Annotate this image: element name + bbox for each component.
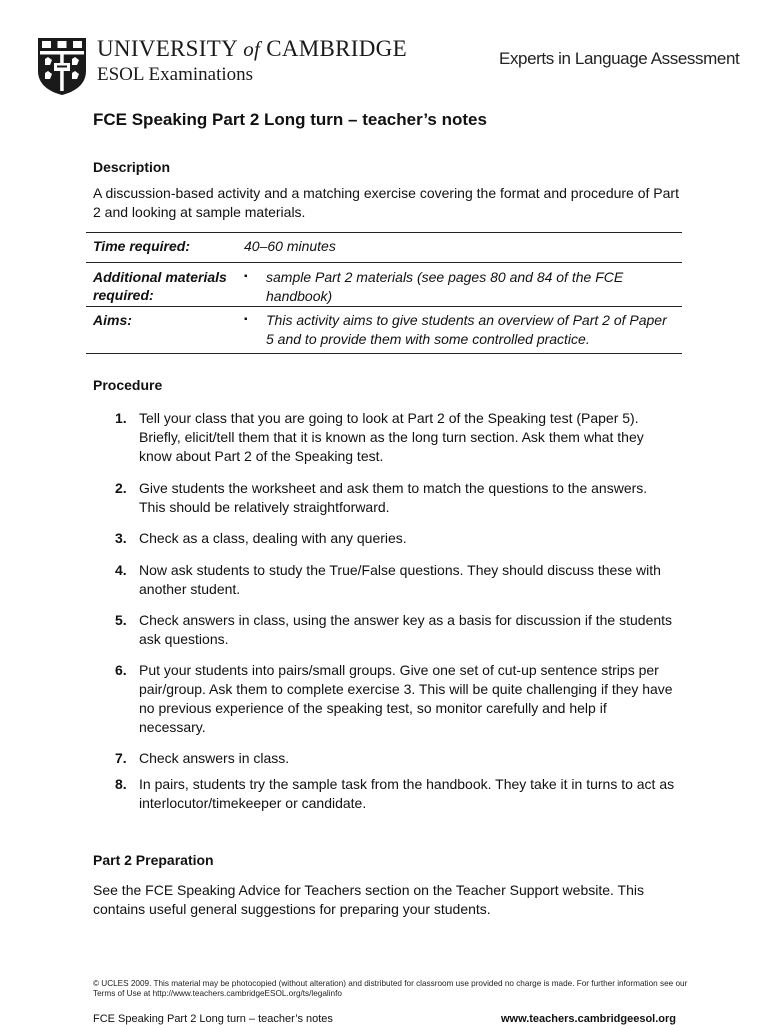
procedure-step [115,409,675,466]
step-text: Now ask students to study the True/False questions. They should discuss these with another student. [139,562,661,597]
step-text: Tell your class that you are going to look at Part 2 of the Speaking test (Paper 5). Briefly, elicit/tell them that it is known as the long turn section. Ask them what they know about Part 2 of the Speaking test. [139,410,644,464]
footer-document-title: FCE Speaking Part 2 Long turn – teacher’s notes [93,1013,333,1025]
procedure-step [115,661,675,737]
step-number: 8. [115,776,127,792]
document-title: FCE Speaking Part 2 Long turn – teacher’s notes [93,110,487,129]
materials-row [86,262,682,306]
copyright-notice: © UCLES 2009. This material may be photocopied (without alteration) and distributed for classroom use provided no charge is made. For further information see our Terms of Use at http://www.teachers.cambridgeESOL.org/ts/legalinfo [93,979,688,998]
procedure-step [115,561,675,599]
footer-website-link[interactable]: www.teachers.cambridgeesol.org [500,1013,676,1025]
procedure-step [115,611,675,649]
aims-row [86,306,682,354]
description-text: A discussion-based activity and a matching exercise covering the format and procedure of Part 2 and looking at sample materials. [93,185,679,220]
step-text: Check answers in class. [139,750,290,766]
time-required-row [86,232,682,262]
procedure-heading: Procedure [93,377,163,393]
step-text: Check as a class, dealing with any queries. [139,530,407,546]
preparation-text: See the FCE Speaking Advice for Teachers section on the Teacher Support website. This contains useful general suggestions for preparing your students. [93,882,644,917]
procedure-step [115,479,675,517]
time-required-value: 40–60 minutes [244,238,336,254]
tagline: Experts in Language Assessment [499,49,740,68]
bullet-icon: ▪ [244,271,248,282]
bullet-icon: ▪ [244,314,248,325]
aims-value: This activity aims to give students an overview of Part 2 of Paper 5 and to provide them with some controlled practice. [266,312,667,347]
procedure-step [115,775,675,813]
step-text: Give students the worksheet and ask them to match the questions to the answers. This should be relatively straightforward. [139,480,648,515]
procedure-step [115,529,675,548]
step-text: In pairs, students try the sample task from the handbook. They take it in turns to act as interlocutor/timekeeper or candidate. [139,776,675,811]
step-number: 2. [115,480,127,496]
step-number: 1. [115,410,127,426]
step-number: 4. [115,562,127,578]
step-number: 3. [115,530,127,546]
step-number: 6. [115,662,127,678]
step-number: 5. [115,612,127,628]
university-name-part1: UNIVERSITY [97,36,238,61]
step-text: Put your students into pairs/small groups. Give one set of cut-up sentence strips per pair/group. Ask them to complete exercise 3. This will be quite challenging if they have no previous experience of the speaking test, so monitor carefully and help if necessary. [139,662,673,735]
info-table [86,232,682,354]
step-number: 7. [115,750,127,766]
university-name-of: of [243,37,261,61]
university-name-part2: CAMBRIDGE [266,36,407,61]
step-text: Check answers in class, using the answer key as a basis for discussion if the students ask questions. [139,612,673,647]
university-name [97,36,407,62]
aims-label: Aims: [93,312,132,328]
cambridge-crest-icon [37,37,87,96]
materials-value: sample Part 2 materials (see pages 80 and 84 of the FCE handbook) [266,269,624,304]
procedure-step [115,749,675,768]
esol-examinations-label: ESOL Examinations [97,64,254,85]
materials-label: Additional materials required: [93,269,227,303]
description-heading: Description [93,159,171,175]
time-required-label: Time required: [93,238,190,254]
preparation-heading: Part 2 Preparation [93,852,214,868]
